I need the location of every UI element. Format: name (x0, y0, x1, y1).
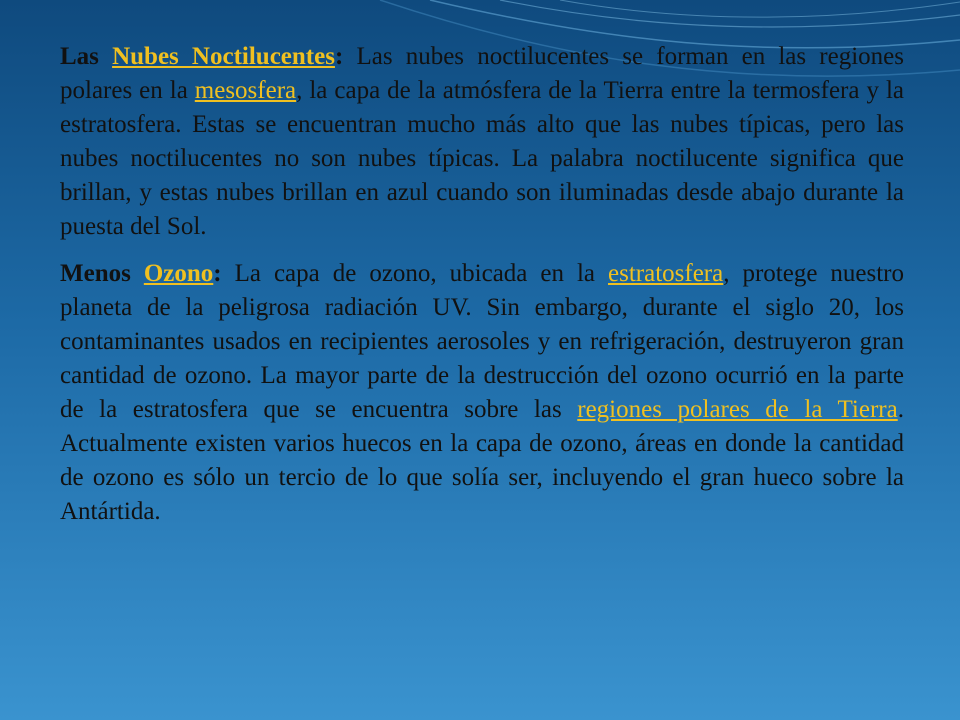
link-estratosfera[interactable]: estratosfera (608, 260, 724, 287)
paragraph-ozone (60, 257, 904, 529)
link-mesosfera[interactable]: mesosfera (194, 77, 297, 104)
body-text: , protege nuestro planeta de la peligrosa radiación UV. Sin embargo, durante el siglo 20, los contaminantes usados en recipientes aerosoles y en refrigeración, destruyeron gran cantidad de ozono. La mayor parte de la destrucción del ozono ocurrió en la parte de la estratosfera que se encuentra sobre las (60, 260, 905, 423)
lead-word: Menos (60, 260, 144, 287)
body-text: . Actualmente existen varios huecos en la capa de ozono, áreas en donde la cantidad de ozono es sólo un tercio de lo que solía ser, incluyendo el gran hueco sobre la Antártida. (60, 396, 904, 525)
body-text: Las nubes noctilucentes se forman en las regiones polares en la (60, 43, 904, 104)
body-text: , la capa de la atmósfera de la Tierra entre la termosfera y la estratosfera. Estas se encuentran mucho más alto que las nubes típicas, pero las nubes noctilucentes no son nubes típicas. La palabra noctilucente significa que brillan, y estas nubes brillan en azul cuando son iluminadas desde abajo durante la puesta del Sol. (60, 77, 904, 240)
lead-colon: : (334, 43, 344, 70)
paragraph-noctilucent-clouds (60, 40, 904, 244)
lead-word: Las (60, 43, 113, 70)
link-regiones-polares[interactable]: regiones polares de la Tierra (577, 396, 898, 423)
lead-colon: : (213, 260, 222, 287)
link-ozono[interactable]: Ozono (143, 260, 214, 287)
link-nubes-noctilucentes[interactable]: Nubes Noctilucentes (112, 43, 335, 70)
slide-content (60, 40, 904, 542)
body-text: La capa de ozono, ubicada en la (221, 260, 608, 287)
